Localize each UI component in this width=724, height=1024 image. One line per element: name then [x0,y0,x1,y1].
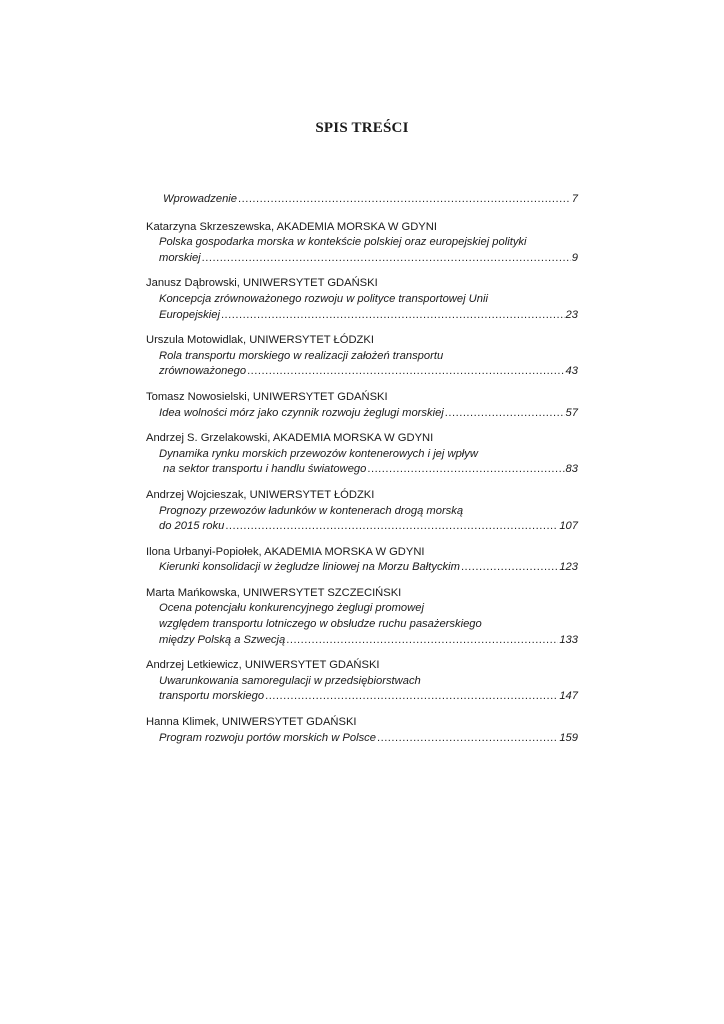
toc-entry-last-line [146,689,578,705]
toc-entry [146,192,578,208]
dot-leader [367,462,564,478]
toc-entry-last-line [146,192,578,208]
dot-leader [461,560,558,576]
dot-leader [221,308,565,324]
page-number: 7 [571,193,578,205]
toc-entry-author: Andrzej Wojcieszak, UNIWERSYTET ŁÓDZKI [146,488,375,501]
toc-entry-title: Kierunki konsolidacji w żegludze liniowej na Morzu Bałtyckim [159,561,460,574]
dot-leader [247,364,564,380]
dot-leader [377,731,558,747]
toc-entry-title-line: Ocena potencjału konkurencyjnego żeglugi promowej [159,602,424,615]
toc-entry-title: zrównoważonego [159,365,247,378]
toc-entry [146,545,578,576]
toc-entry-title: Program rozwoju portów morskich w Polsce [159,731,376,744]
toc-entry [146,658,578,705]
page-number: 159 [559,731,578,744]
table-of-contents [146,192,578,756]
toc-entry-author: Katarzyna Skrzeszewska, AKADEMIA MORSKA W GDYNI [146,220,437,233]
toc-entry [146,715,578,746]
dot-leader [286,633,558,649]
page-number: 133 [559,633,578,646]
toc-entry-title: do 2015 roku [159,520,225,533]
toc-entry-title: na sektor transportu i handlu światowego [163,463,367,476]
toc-entry-last-line [146,633,578,649]
toc-entry-title: Europejskiej [159,308,220,321]
toc-entry [146,390,578,421]
toc-entry-last-line [146,519,578,535]
toc-entry-last-line [146,462,578,478]
page-number: 57 [565,406,578,419]
toc-entry-last-line [146,364,578,380]
toc-entry-title-line: Uwarunkowania samoregulacji w przedsiębiorstwach [159,674,421,687]
toc-entry [146,488,578,535]
toc-entry-author: Ilona Urbanyi-Popiołek, AKADEMIA MORSKA W GDYNI [146,545,425,558]
toc-entry-author: Janusz Dąbrowski, UNIWERSYTET GDAŃSKI [146,277,378,290]
toc-entry-title: Idea wolności mórz jako czynnik rozwoju żeglugi morskiej [159,406,444,419]
page-number: 147 [559,690,578,703]
toc-entry [146,220,578,267]
page-number: 83 [565,463,578,476]
toc-entry [146,333,578,380]
toc-entry-author: Hanna Klimek, UNIWERSYTET GDAŃSKI [146,716,357,729]
page-title: SPIS TREŚCI [315,120,409,136]
toc-entry [146,586,578,648]
dot-leader [238,192,571,208]
page-number: 107 [559,520,578,533]
toc-entry-title-line: Koncepcja zrównoważonego rozwoju w polityce transportowej Unii [159,292,488,305]
toc-entry-title: Wprowadzenie [163,193,237,205]
toc-entry-title-line: Dynamika rynku morskich przewozów kontenerowych i jej wpływ [159,447,478,460]
toc-entry-title: transportu morskiego [159,690,265,703]
toc-entry-last-line [146,406,578,422]
toc-entry-title-line: Rola transportu morskiego w realizacji założeń transportu [159,349,444,362]
toc-entry-last-line [146,308,578,324]
toc-entry-last-line [146,560,578,576]
toc-entry-title-line: Prognozy przewozów ładunków w kontenerach drogą morską [159,504,464,517]
page-number: 123 [559,561,578,574]
page-number: 23 [565,308,578,321]
toc-entry-author: Tomasz Nowosielski, UNIWERSYTET GDAŃSKI [146,390,388,403]
toc-entry [146,276,578,323]
toc-entry-author: Andrzej Letkiewicz, UNIWERSYTET GDAŃSKI [146,659,380,672]
toc-entry-author: Marta Mańkowska, UNIWERSYTET SZCZECIŃSKI [146,586,402,599]
toc-entry-author: Urszula Motowidlak, UNIWERSYTET ŁÓDZKI [146,334,374,347]
toc-entry-title: między Polską a Szwecją [159,633,286,646]
toc-entry-title: morskiej [159,251,201,264]
toc-entry-title-line: względem transportu lotniczego w obsłudze ruchu pasażerskiego [159,618,482,631]
toc-entry-last-line [146,731,578,747]
dot-leader [445,406,565,422]
dot-leader [265,689,558,705]
toc-entry-title-line: Polska gospodarka morska w kontekście polskiej oraz europejskiej polityki [159,236,527,249]
dot-leader [202,251,571,267]
page-number: 43 [565,365,578,378]
page-number: 9 [571,251,578,264]
dot-leader [225,519,558,535]
toc-entry-last-line [146,251,578,267]
toc-entry-author: Andrzej S. Grzelakowski, AKADEMIA MORSKA W GDYNI [146,432,434,445]
toc-entry [146,431,578,478]
